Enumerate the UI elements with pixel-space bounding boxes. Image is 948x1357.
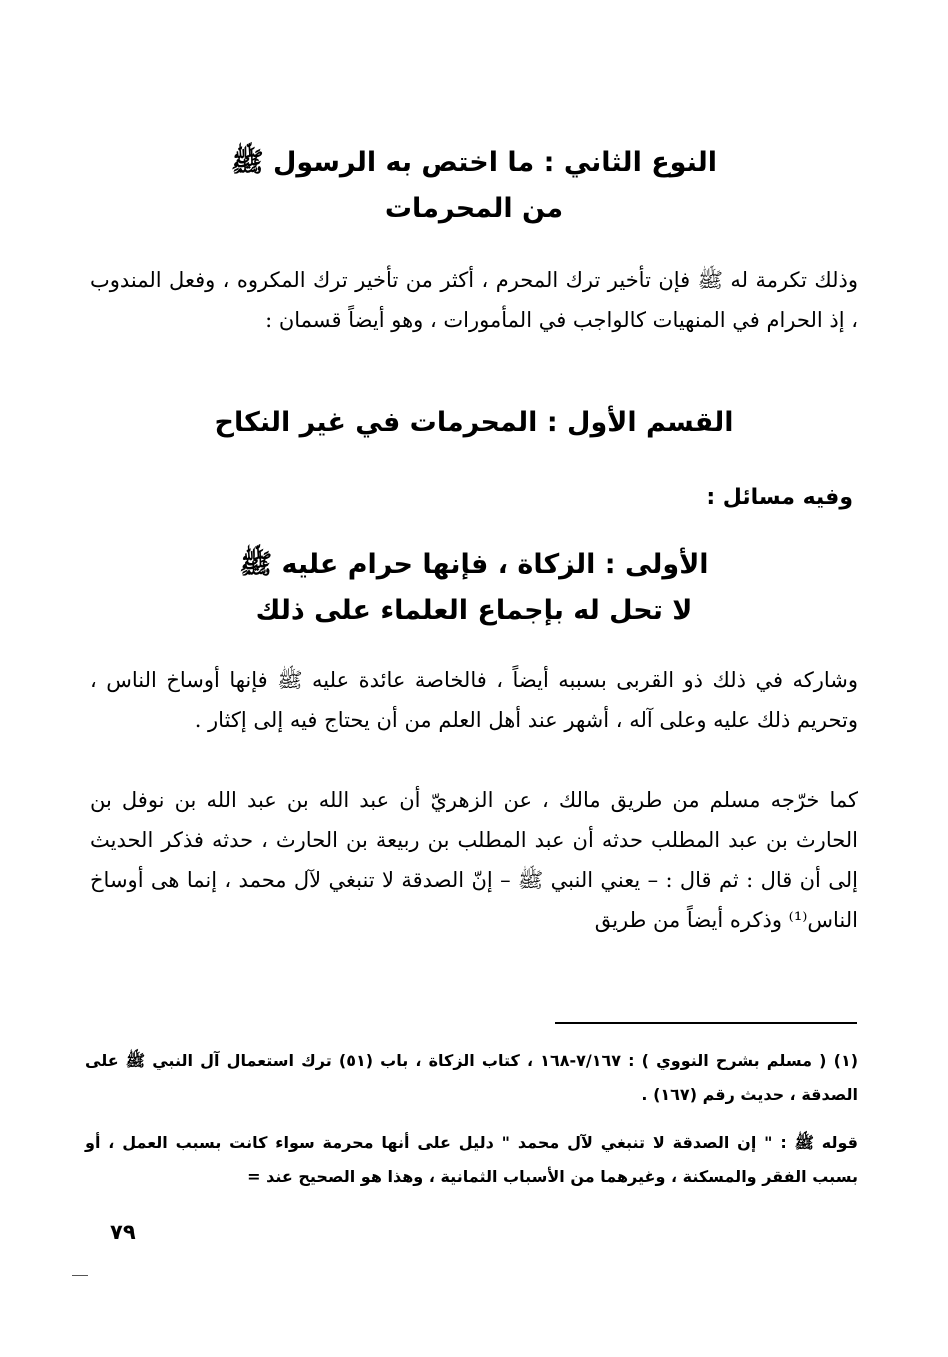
section-heading-type-two: [0, 140, 948, 232]
margin-mark: [72, 1275, 88, 1276]
body-paragraph-3: كما خرّجه مسلم من طريق مالك ، عن الزهريّ أن عبد الله بن عبد الله بن نوفل بن الحارث بن عبد المطلب حدثه أن عبد المطلب بن ربيعة بن الحارث ، حدثه فذكر الحديث إلى أن قال : ثم قال : – يعني النبي ﷺ – إنّ الصدقة لا تنبغي لآل محمد ، إنما هى أوساخ الناس⁽¹⁾ وذكره أيضاً من طريق: [90, 788, 858, 932]
section-heading-part-one: القسم الأول : المحرمات في غير النكاح: [214, 407, 734, 438]
footnote-separator: [555, 1022, 857, 1024]
heading-line-1: النوع الثاني : ما اختص به الرسول ﷺ: [230, 147, 718, 178]
page-number: ٧٩: [110, 1220, 136, 1244]
intro-paragraph: وذلك تكرمة له ﷺ فإن تأخير ترك المحرم ، أكثر من تأخير ترك المكروه ، وفعل المندوب ، إذ الحرام في المنهيات كالواجب في المأمورات ، وهو أيضاً قسمان :: [90, 268, 858, 332]
heading-line-2: لا تحل له بإجماع العلماء على ذلك: [255, 595, 693, 626]
masail-label: وفيه مسائل :: [706, 485, 853, 510]
heading-line-1: الأولى : الزكاة ، فإنها حرام عليه ﷺ: [239, 549, 709, 580]
footnote-2: قوله ﷺ : " إن الصدقة لا تنبغي لآل محمد " دليل على أنها محرمة سواء كانت بسبب العمل ، أو بسبب الفقر والمسكنة ، وغيرهما من الأسباب الثمانية ، وهذا هو الصحيح عند =: [85, 1133, 858, 1186]
section-heading-first-issue: [0, 542, 948, 634]
body-paragraph-2: وشاركه في ذلك ذو القربى بسببه أيضاً ، فالخاصة عائدة عليه ﷺ فإنها أوساخ الناس ، وتحريم ذلك عليه وعلى آله ، أشهر عند أهل العلم من أن يحتاج فيه إلى إكثار .: [90, 668, 858, 732]
footnote-1: (١) ( مسلم بشرح النووي ) : ٧/١٦٧-١٦٨ ، كتاب الزكاة ، باب (٥١) ترك استعمال آل النبي ﷺ على الصدقة ، حديث رقم (١٦٧) .: [85, 1051, 859, 1104]
heading-line-2: من المحرمات: [384, 193, 564, 224]
